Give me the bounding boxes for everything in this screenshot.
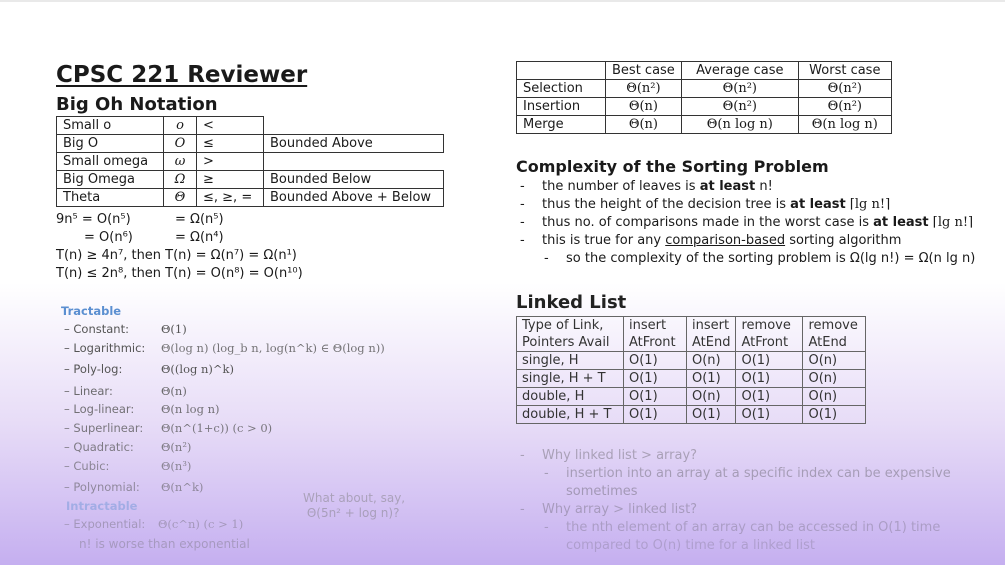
table-header-cell: insert (687, 317, 736, 335)
table-header-cell: AtEnd (803, 334, 866, 352)
notation-relation: ≤ (197, 135, 264, 153)
table-cell: O(1) (736, 352, 803, 370)
table-header-cell: remove (803, 317, 866, 335)
table-row (517, 370, 866, 388)
table-header-cell (517, 62, 606, 80)
notation-symbol: Ω (164, 171, 197, 189)
table-row (57, 117, 444, 135)
notation-name: Small omega (57, 153, 164, 171)
bullet-text: Why linked list > array? (542, 448, 698, 463)
top-divider (0, 0, 1005, 2)
table-row (517, 352, 866, 370)
example-line4: T(n) ≤ 2n⁸, then T(n) = O(n⁸) = O(n¹⁰) (56, 266, 303, 281)
bullet-bold: at least (873, 215, 929, 230)
notation-relation: ≥ (197, 171, 264, 189)
table-cell: double, H (517, 388, 624, 406)
bullet-text: thus no. of comparisons made in the worst case is (542, 215, 874, 230)
table-cell: O(1) (736, 388, 803, 406)
page-title: CPSC 221 Reviewer (56, 62, 308, 88)
bullet-text: insertion into an array at a specific index can be expensive (566, 466, 951, 481)
sort-average: Θ(n²) (681, 80, 798, 98)
sort-worst: Θ(n²) (798, 98, 891, 116)
sort-name: Insertion (517, 98, 606, 116)
table-cell: O(n) (687, 388, 736, 406)
tractable-value: Θ(n^k) (161, 480, 204, 494)
bullet-bold: at least (699, 179, 756, 194)
tractable-label: – Superlinear: (64, 421, 144, 435)
table-header-cell: Best case (606, 62, 682, 80)
example-line3: T(n) ≥ 4n⁷, then T(n) = Ω(n⁷) = Ω(n¹) (56, 248, 297, 263)
notation-name: Theta (57, 189, 164, 207)
sort-name: Selection (517, 80, 606, 98)
table-row (57, 171, 444, 189)
table-row (517, 334, 866, 352)
tractable-list (64, 322, 385, 502)
sort-worst: Θ(n²) (798, 80, 891, 98)
tractable-label: – Logarithmic: (64, 341, 146, 355)
tractable-value: Θ(n³) (161, 459, 192, 473)
bullet-text: the nth element of an array can be accessed in O(1) time (566, 520, 941, 535)
big-oh-heading: Big Oh Notation (56, 94, 218, 115)
linked-list-table (516, 316, 866, 424)
tractable-value: Θ(n²) (161, 440, 192, 454)
linked-list-heading: Linked List (516, 292, 627, 313)
table-cell: O(1) (687, 406, 736, 424)
table-cell: O(1) (624, 388, 687, 406)
notation-relation: < (197, 117, 264, 135)
tractable-value: Θ(n^(1+c)) (c > 0) (161, 421, 273, 435)
bullet-continuation: sometimes (566, 484, 638, 499)
table-cell: O(1) (624, 352, 687, 370)
notation-relation: > (197, 153, 264, 171)
sort-worst: Θ(n log n) (798, 116, 891, 134)
comparison-based-link: comparison-based (665, 233, 786, 248)
tractable-value: Θ(n) (161, 384, 187, 398)
table-row (517, 116, 892, 134)
table-cell: O(1) (736, 370, 803, 388)
table-row (57, 135, 444, 153)
table-cell: O(1) (803, 406, 866, 424)
table-row (517, 98, 892, 116)
notation-bound: Bounded Below (264, 171, 444, 189)
table-row (57, 189, 444, 207)
table-header-cell: Type of Link, (517, 317, 624, 335)
question-note: What about, say, Θ(5n² + log n)? (303, 491, 406, 520)
table-row (517, 80, 892, 98)
bullet-continuation: compared to O(n) time for a linked list (566, 538, 815, 553)
tractable-label: – Linear: (64, 384, 113, 398)
table-row (517, 406, 866, 424)
notation-bound: Bounded Above (264, 135, 444, 153)
table-cell: single, H + T (517, 370, 624, 388)
tractable-heading: Tractable (61, 304, 122, 318)
table-cell: O(1) (736, 406, 803, 424)
table-header-cell: remove (736, 317, 803, 335)
bullet-text: this is true for any (542, 233, 666, 248)
sort-best: Θ(n²) (606, 80, 682, 98)
table-cell: O(1) (624, 370, 687, 388)
bullet-text: ⌈lg n!⌉ (845, 197, 891, 212)
bullet-text: sorting algorithm (785, 233, 902, 248)
table-cell: O(n) (687, 352, 736, 370)
table-cell: O(n) (803, 352, 866, 370)
tractable-label: – Poly-log: (64, 362, 123, 376)
intractable-note: n! is worse than exponential (79, 537, 250, 551)
notation-relation: ≤, ≥, = (197, 189, 264, 207)
bullet-text: ⌈lg n!⌉ (928, 215, 974, 230)
table-row (517, 62, 892, 80)
example-line1-right: = Ω(n⁵) (175, 212, 224, 227)
sorting-table (516, 61, 892, 134)
table-header-cell: AtEnd (687, 334, 736, 352)
example-line2-left: = O(n⁶) (84, 230, 133, 245)
table-row (517, 388, 866, 406)
notation-name: Small o (57, 117, 164, 135)
notation-name: Big Omega (57, 171, 164, 189)
table-header-cell: insert (624, 317, 687, 335)
table-header-cell: AtFront (624, 334, 687, 352)
sort-average: Θ(n log n) (681, 116, 798, 134)
tractable-value: Θ(c^n) (c > 1) (158, 517, 244, 531)
tractable-label: – Log-linear: (64, 402, 135, 416)
table-cell: double, H + T (517, 406, 624, 424)
example-line1-left: 9n⁵ = O(n⁵) (56, 212, 131, 227)
bullet-text: n! (755, 179, 773, 194)
bullet-text: the number of leaves is (542, 179, 700, 194)
bullet-text: thus the height of the decision tree is (542, 197, 791, 212)
table-header-cell: AtFront (736, 334, 803, 352)
bullet-text: Why array > linked list? (542, 502, 698, 517)
example-line2-right: = Ω(n⁴) (175, 230, 224, 245)
tractable-label: – Constant: (64, 322, 129, 336)
intractable-heading: Intractable (66, 499, 138, 513)
tractable-label: – Cubic: (64, 459, 110, 473)
tractable-label: – Quadratic: (64, 440, 134, 454)
table-row (517, 317, 866, 335)
notation-name: Big O (57, 135, 164, 153)
notation-symbol: o (164, 117, 197, 135)
notation-table (56, 116, 444, 207)
notation-symbol: ω (164, 153, 197, 171)
table-cell: O(n) (803, 388, 866, 406)
table-header-cell: Worst case (798, 62, 891, 80)
table-cell: O(1) (624, 406, 687, 424)
table-header-cell: Average case (681, 62, 798, 80)
bullet-text: so the complexity of the sorting problem is Ω(lg n!) = Ω(n lg n) (566, 251, 976, 266)
table-header-cell: Pointers Avail (517, 334, 624, 352)
table-cell: single, H (517, 352, 624, 370)
tractable-value: Θ(1) (161, 322, 187, 336)
tractable-value: Θ(log n) (log_b n, log(n^k) ∈ Θ(log n)) (161, 341, 385, 355)
notation-bound: Bounded Above + Below (264, 189, 444, 207)
notation-symbol: Θ (164, 189, 197, 207)
notation-bound (264, 117, 444, 135)
sort-average: Θ(n²) (681, 98, 798, 116)
tractable-value: Θ(n log n) (161, 402, 220, 416)
sort-best: Θ(n) (606, 98, 682, 116)
tractable-label: – Polynomial: (64, 480, 140, 494)
table-cell: O(1) (687, 370, 736, 388)
complexity-heading: Complexity of the Sorting Problem (516, 157, 829, 176)
table-cell: O(n) (803, 370, 866, 388)
table-row (57, 153, 444, 171)
tractable-label: – Exponential: (64, 517, 146, 531)
tractable-value: Θ((log n)^k) (161, 362, 235, 376)
notation-bound (264, 153, 444, 171)
sort-best: Θ(n) (606, 116, 682, 134)
notation-symbol: O (164, 135, 197, 153)
sort-name: Merge (517, 116, 606, 134)
bullet-bold: at least (790, 197, 846, 212)
